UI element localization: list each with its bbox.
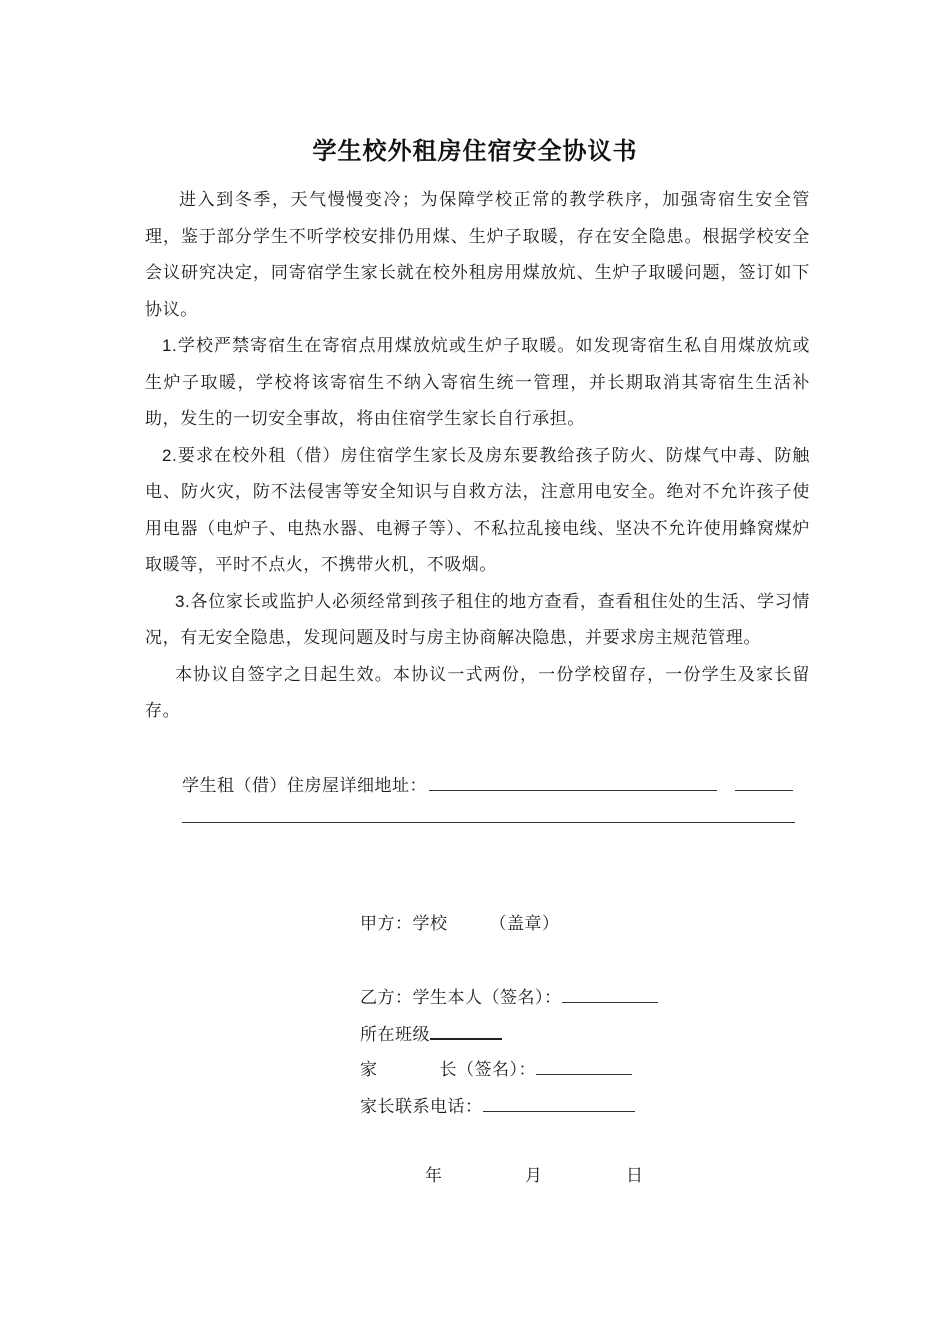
clause-number: 1. (162, 336, 178, 355)
address-blank[interactable] (735, 770, 793, 791)
party-b-label: 乙方：学生本人（签名）： (360, 988, 562, 1008)
address-blank-continued[interactable] (182, 822, 795, 823)
parent-row (360, 1055, 632, 1084)
intro-paragraph: 进入到冬季，天气慢慢变冷；为保障学校正常的教学秩序，加强寄宿生安全管理，鉴于部分学生不听学校安排仍用煤、生炉子取暖，存在安全隐患。根据学校安全会议研究决定，同寄宿学生家长就在校外租房用煤放炕、生炉子取暖问题，签订如下协议。 (145, 190, 810, 320)
party-b-row (360, 983, 658, 1012)
date-year: 年 (425, 1166, 442, 1186)
clause-text: 学校严禁寄宿生在寄宿点用煤放炕或生炉子取暖。如发现寄宿生私自用煤放炕或生炉子取暖，学校将该寄宿生不纳入寄宿生统一管理，并长期取消其寄宿生生活补助，发生的一切安全事故，将由住宿学生家长自行承担。 (145, 336, 810, 429)
page-title: 学生校外租房住宿安全协议书 (312, 137, 638, 165)
clause-number: 2. (162, 445, 178, 465)
address-label: 学生租（借）住房屋详细地址： (182, 776, 427, 796)
party-a-row (360, 910, 560, 938)
clause-1 (145, 328, 810, 438)
parent-signature-blank[interactable] (536, 1055, 632, 1075)
date-day: 日 (626, 1166, 643, 1186)
address-blank[interactable] (429, 770, 717, 791)
clause-number: 3. (175, 591, 191, 611)
effective-paragraph: 本协议自签字之日起生效。本协议一式两份，一份学校留存，一份学生及家长留存。 (145, 664, 810, 721)
phone-label: 家长联系电话： (360, 1097, 483, 1117)
clause-text: 各位家长或监护人必须经常到孩子租住的地方查看，查看租住处的生活、学习情况，有无安全隐患，发现问题及时与房主协商解决隐患，并要求房主规范管理。 (145, 591, 810, 648)
student-signature-blank[interactable] (562, 983, 658, 1003)
clause-text: 要求在校外租（借）房住宿学生家长及房东要教给孩子防火、防煤气中毒、防触电、防火灾，防不法侵害等安全知识与自救方法，注意用电安全。绝对不允许孩子使用电器（电炉子、电热水器、电褥子等）、不私拉乱接电线、坚决不允许使用蜂窝煤炉取暖等，平时不点火，不携带火机，不吸烟。 (145, 445, 810, 575)
class-row (360, 1019, 502, 1049)
address-row (182, 770, 810, 801)
agreement-body (145, 182, 810, 730)
date-month: 月 (525, 1166, 542, 1186)
seal-label: （盖章） (489, 914, 560, 934)
parent-label-right: 长（签名）： (439, 1060, 536, 1080)
phone-blank[interactable] (483, 1092, 635, 1112)
class-label: 所在班级 (360, 1025, 430, 1045)
parent-label-left: 家 (360, 1060, 378, 1080)
class-blank[interactable] (430, 1019, 502, 1040)
phone-row (360, 1092, 635, 1121)
clause-3 (145, 584, 810, 657)
party-a-label: 甲方：学校 (360, 914, 448, 934)
clause-2 (145, 438, 810, 584)
